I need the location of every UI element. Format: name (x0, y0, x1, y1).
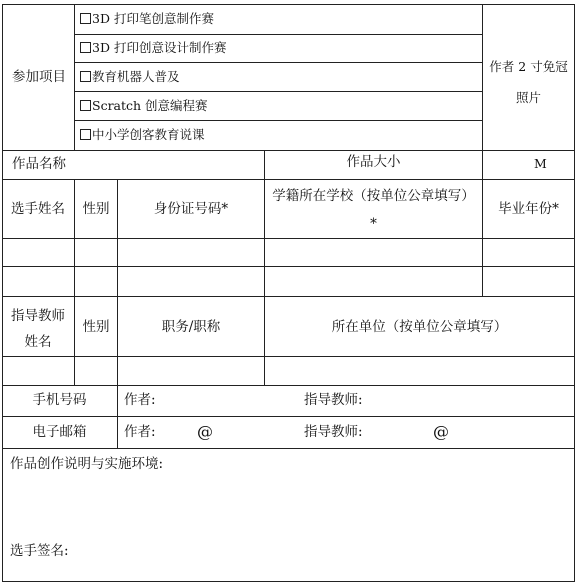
checkbox[interactable] (80, 100, 91, 111)
participation-label: 参加项目 (12, 69, 66, 85)
checkbox[interactable] (80, 71, 91, 82)
header-teacher-unit: 所在单位（按单位公章填写） (331, 319, 508, 335)
header-id-number: 身份证号码* (153, 201, 229, 217)
description-label: 作品创作说明与实施环境: (10, 456, 164, 472)
divider (74, 34, 482, 35)
at-symbol: @ (197, 422, 213, 441)
author-email-field[interactable] (160, 420, 290, 444)
photo-box[interactable] (483, 5, 574, 150)
divider (2, 385, 575, 386)
teacher-phone-label: 指导教师: (304, 392, 363, 408)
size-unit: M (534, 156, 547, 171)
teacher-phone-field[interactable] (370, 388, 570, 412)
divider (74, 91, 482, 92)
author-phone-label: 作者: (124, 392, 156, 408)
work-name-field[interactable] (75, 151, 264, 179)
divider (2, 416, 575, 417)
email-label: 电子邮箱 (32, 424, 87, 440)
header-school: 学籍所在学校（按单位公章填写） (272, 188, 475, 204)
teacher-email-field[interactable] (370, 420, 570, 444)
option-3d-pen[interactable] (80, 13, 214, 26)
table-row[interactable] (3, 267, 574, 296)
option-label: 中小学创客教育说课 (92, 127, 205, 142)
header-gender: 性别 (82, 201, 110, 217)
option-label: 教育机器人普及 (92, 69, 180, 84)
teacher-email-label: 指导教师: (304, 424, 363, 440)
photo-label: 作者 2 寸免冠 (489, 59, 568, 74)
phone-label: 手机号码 (32, 392, 87, 408)
divider (74, 62, 482, 63)
header-teacher-name: 指导教师 (11, 308, 65, 324)
option-lesson[interactable] (80, 129, 205, 142)
divider (74, 4, 75, 150)
work-size-field[interactable] (483, 151, 574, 179)
option-robot[interactable] (80, 71, 180, 84)
table-border-right (574, 4, 575, 581)
author-email-label: 作者: (124, 424, 156, 440)
divider (2, 448, 575, 449)
divider (2, 296, 575, 297)
photo-label: 照片 (515, 90, 541, 105)
signature-label: 选手签名: (10, 543, 69, 559)
header-contestant-name: 选手姓名 (11, 201, 65, 217)
option-3d-design[interactable] (80, 42, 226, 55)
header-grad-year: 毕业年份* (498, 201, 559, 217)
header-teacher-title: 职务/职称 (161, 319, 221, 335)
work-size-label: 作品大小 (346, 154, 401, 170)
option-scratch[interactable] (80, 100, 208, 113)
divider (74, 120, 482, 121)
checkbox[interactable] (80, 129, 91, 140)
divider (2, 179, 575, 180)
work-name-label: 作品名称 (12, 156, 66, 172)
table-border-bottom (2, 581, 575, 582)
signature-field[interactable] (80, 540, 380, 564)
option-label: 3D 打印创意设计制作赛 (92, 40, 227, 55)
table-row[interactable] (3, 239, 574, 266)
checkbox[interactable] (80, 13, 91, 24)
checkbox[interactable] (80, 42, 91, 53)
table-row[interactable] (3, 357, 574, 385)
option-label: 3D 打印笔创意制作赛 (92, 11, 214, 26)
header-teacher-name: 姓名 (24, 334, 52, 350)
header-teacher-gender: 性别 (82, 319, 110, 335)
header-school-required: * (370, 216, 377, 232)
description-textarea[interactable] (6, 476, 570, 538)
option-label: Scratch 创意编程赛 (92, 98, 208, 113)
at-symbol: @ (433, 422, 449, 441)
author-phone-field[interactable] (160, 388, 290, 412)
